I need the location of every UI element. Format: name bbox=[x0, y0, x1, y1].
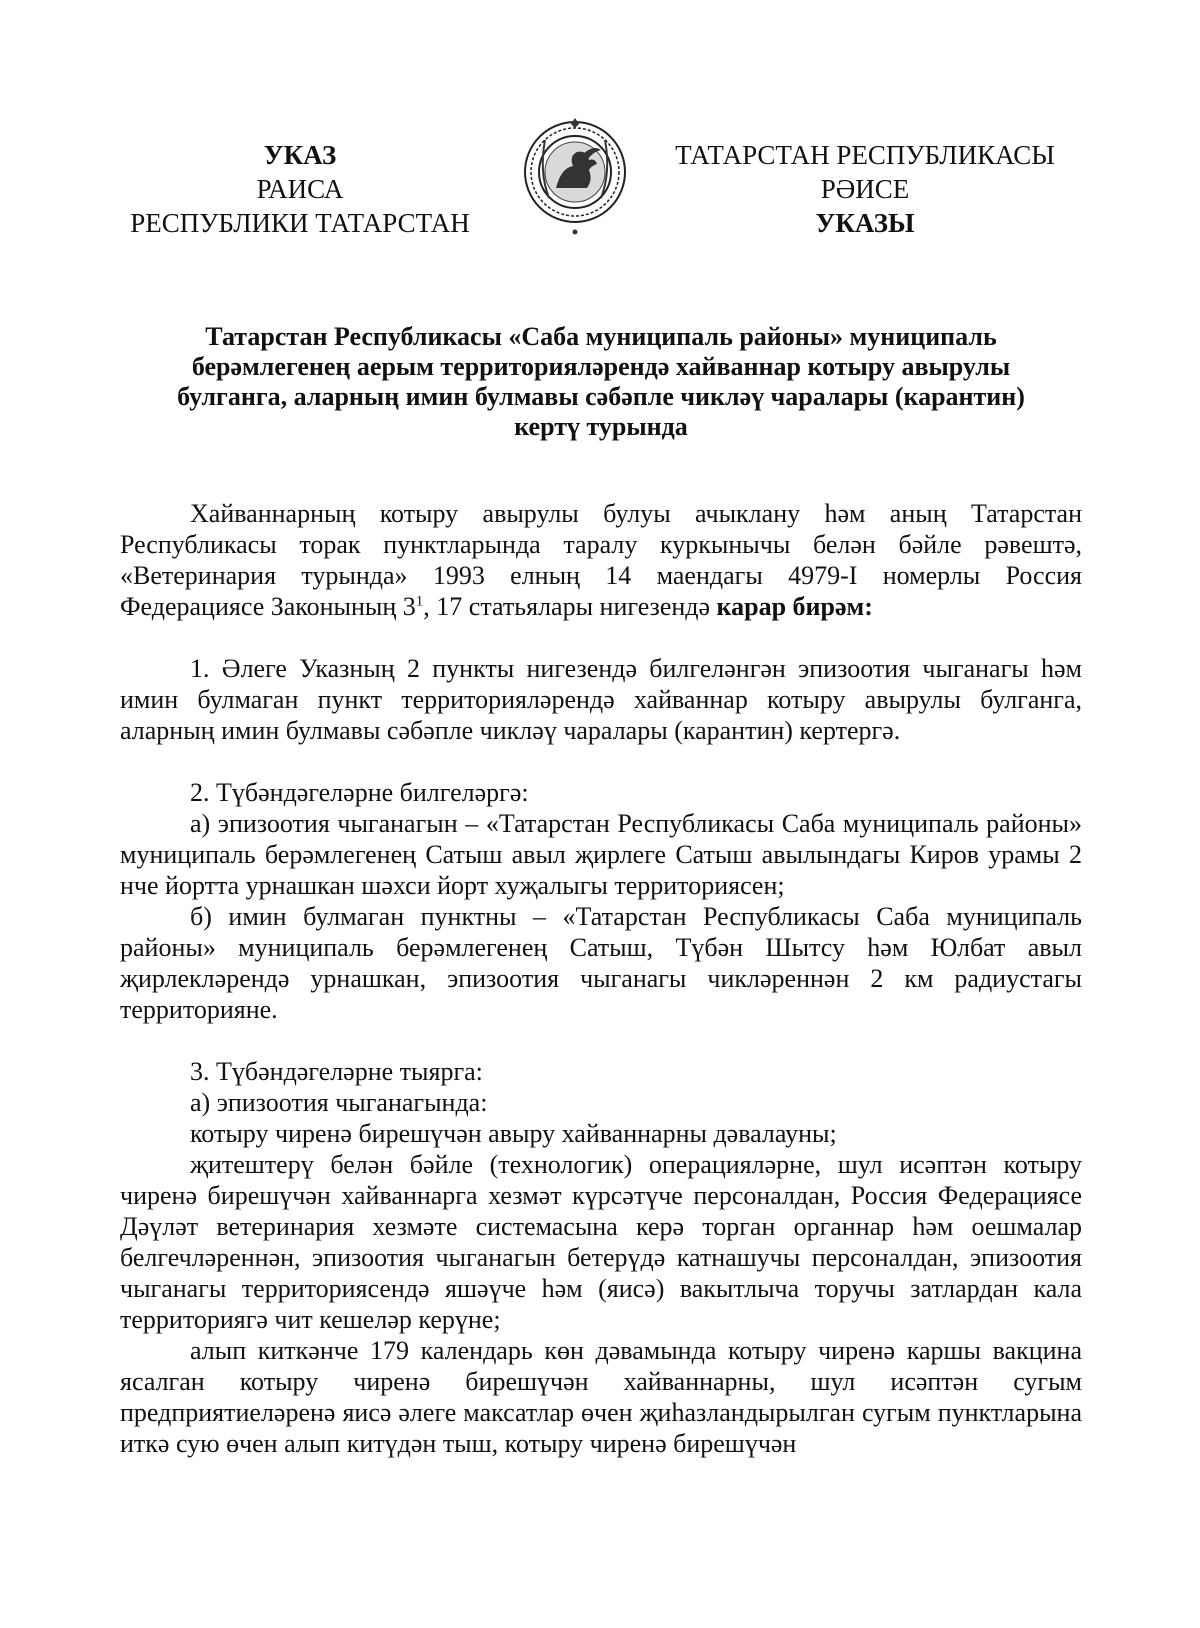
header-left-line-3: РЕСПУБЛИКИ ТАТАРСТАН bbox=[130, 208, 470, 238]
preamble-text-cont: , 17 статьялары нигезендә bbox=[423, 592, 717, 621]
preamble-paragraph bbox=[120, 498, 1082, 622]
paragraph-3a-item-3: алып киткәнче 179 календарь көн дәвамында котыру чиренә каршы вакцина ясалган котыру чиренә бирешүчән хайваннарны, шул исәптән сугым предприятиеләренә яисә әлеге максатлар өчен җиһазландырылган сугым пунктларына иткә сую өчен алып китүдән тыш, котыру чиренә бирешүчән bbox=[120, 1336, 1082, 1458]
header-right-line-1: ТАТАРСТАН РЕСПУБЛИКАСЫ bbox=[675, 140, 1055, 170]
header-left-line-1: УКАЗ bbox=[263, 140, 337, 170]
header-tatar bbox=[665, 138, 1065, 240]
paragraph-2b: б) имин булмаган пунктны – «Татарстан Республикасы Саба муниципаль районы» муниципаль берәмлегенең Сатыш, Түбән Шытсу һәм Юлбат авыл җирлекләрендә урнашкан, эпизоотия чыганагы чикләреннән 2 км радиустагы территорияне. bbox=[120, 902, 1082, 1024]
paragraph-3a: а) эпизоотия чыганагында: bbox=[190, 1088, 488, 1117]
header-russian bbox=[100, 138, 500, 240]
title-line-3: булганга, аларның имин булмавы сәбәпле чикләү чаралары (карантин) bbox=[177, 382, 1025, 411]
preamble-text: Хайваннарның котыру авырулы булуы ачыклану һәм аның Татарстан Республикасы торак пунктларында таралу куркынычы белән бәйле рәвештә, «Ветеринария турында» 1993 елның 14 маендагы 4979-I номерлы Россия Федерациясе Законының 3 bbox=[120, 499, 1082, 621]
paragraph-2a: а) эпизоотия чыганагын – «Татарстан Республикасы Саба муниципаль районы» муниципаль берәмлегенең Сатыш авыл җирлеге Сатыш авылындагы Киров урамы 2 нче йортта урнашкан шәхси йорт хуҗалыгы территориясен; bbox=[120, 809, 1082, 900]
header-right-line-3: УКАЗЫ bbox=[815, 208, 915, 238]
paragraph-3a-item-1: котыру чиренә бирешүчән авыру хайваннарны дәвалауны; bbox=[190, 1119, 837, 1148]
tatarstan-coat-of-arms-icon bbox=[523, 110, 627, 244]
header-right-line-2: РӘИСЕ bbox=[820, 174, 910, 204]
title-line-2: берәмлегенең аерым территорияләрендә хайваннар котыру авырулы bbox=[191, 352, 1011, 381]
decree-title bbox=[120, 322, 1082, 442]
preamble-decision: карар бирәм: bbox=[716, 592, 873, 621]
header-left-line-2: РАИСА bbox=[256, 174, 344, 204]
preamble-superscript: 1 bbox=[415, 593, 424, 610]
paragraph-2: 2. Түбәндәгеләрне билгеләргә: bbox=[190, 778, 529, 807]
title-line-4: кертү турында bbox=[514, 412, 688, 441]
decree-body bbox=[120, 498, 1082, 1459]
paragraph-3: 3. Түбәндәгеләрне тыярга: bbox=[190, 1057, 483, 1086]
paragraph-1: 1. Әлеге Указның 2 пункты нигезендә билгеләнгән эпизоотия чыганагы һәм имин булмаган пункт территорияләрендә хайваннар котыру авырулы булганга, аларның имин булмавы сәбәпле чикләү чаралары (карантин) кертергә. bbox=[120, 654, 1082, 745]
decree-header bbox=[0, 138, 1200, 248]
title-line-1: Татарстан Республикасы «Саба муниципаль районы» муниципаль bbox=[205, 322, 997, 351]
paragraph-3a-item-2: җитештерү белән бәйле (технологик) операцияләрне, шул исәптән котыру чиренә бирешүчән хайваннарга хезмәт күрсәтүче персоналдан, Россия Федерациясе Дәүләт ветеринария хезмәте системасына керә торган органнар һәм оешмалар белгечләреннән, эпизоотия чыганагын бетерүдә катнашучы персоналдан, эпизоотия чыганагы территориясендә яшәүче һәм (яисә) вакытлыча торучы затлардан кала территориягә чит кешеләр керүне; bbox=[120, 1150, 1082, 1334]
